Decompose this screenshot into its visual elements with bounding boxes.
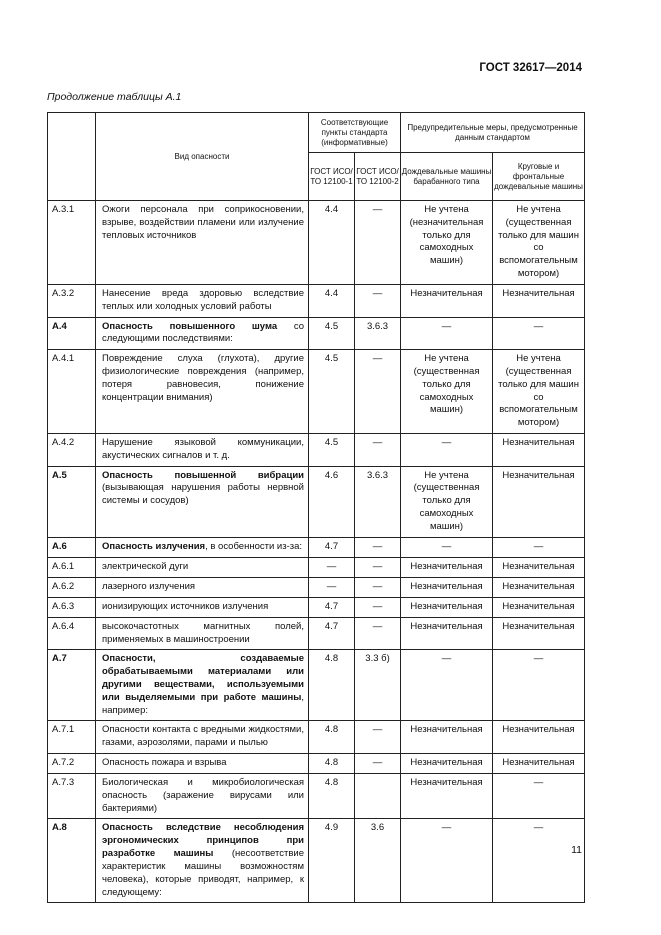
row-code: А.8: [48, 819, 96, 903]
row-description-text: лазерного излучения: [102, 580, 196, 592]
row-drum-machines: Незначительная: [401, 284, 493, 317]
row-iso-2: —: [355, 597, 401, 617]
row-code: А.7.2: [48, 754, 96, 774]
row-iso-2: —: [355, 201, 401, 285]
row-description: [96, 577, 309, 597]
header-preventive-measures: Предупредительные меры, предусмотренные данным стандартом: [401, 113, 585, 153]
header-circular-machines: Круговые и фронтальные дождевальные машины: [493, 153, 585, 201]
row-circular-machines: Незначительная: [493, 284, 585, 317]
row-iso-2: —: [355, 557, 401, 577]
row-circular-machines: Незначительная: [493, 754, 585, 774]
header-iso-1: ГОСТ ИСО/ТО 12100-1: [309, 153, 355, 201]
row-code: А.7: [48, 650, 96, 721]
row-drum-machines: Не учтена (существенная только для самоходных машин): [401, 350, 493, 434]
row-description-text: высокочастотных магнитных полей, применяемых в машиностроении: [102, 620, 304, 645]
row-drum-machines: Незначительная: [401, 557, 493, 577]
row-code: А.7.1: [48, 721, 96, 754]
row-code: А.6.2: [48, 577, 96, 597]
row-iso-2: —: [355, 434, 401, 467]
row-description-bold: Опасность вследствие несоблюдения эргономических принципов при разработке машины: [102, 822, 304, 860]
row-drum-machines: Не учтена (существенная только для самоходных машин): [401, 466, 493, 537]
row-drum-machines: Незначительная: [401, 721, 493, 754]
table-row: [48, 774, 585, 819]
row-iso-2: 3.6.3: [355, 317, 401, 350]
row-iso-1: 4.4: [309, 284, 355, 317]
row-circular-machines: Не учтена (существенная только для машин со вспомогательным мотором): [493, 350, 585, 434]
table-row: [48, 434, 585, 467]
row-drum-machines: Незначительная: [401, 617, 493, 650]
row-drum-machines: —: [401, 650, 493, 721]
row-circular-machines: Незначительная: [493, 617, 585, 650]
row-description: [96, 350, 309, 434]
row-iso-1: 4.5: [309, 434, 355, 467]
row-description-bold: Опасность излучения: [102, 540, 206, 552]
row-description: [96, 774, 309, 819]
row-iso-2: —: [355, 617, 401, 650]
row-description-text: Ожоги персонала при соприкосновении, взрыве, воздействии пламени или излучение тепловых источников: [102, 204, 304, 241]
row-description-text: , например:: [102, 691, 304, 716]
row-circular-machines: —: [493, 774, 585, 819]
table-row: [48, 201, 585, 285]
row-iso-2: 3.6.3: [355, 466, 401, 537]
table-row: [48, 557, 585, 577]
row-drum-machines: Незначительная: [401, 597, 493, 617]
row-description-text: (вызывающая нарушения работы нервной системы и сосудов): [102, 482, 304, 507]
row-description: [96, 754, 309, 774]
table-row: [48, 754, 585, 774]
row-description: [96, 597, 309, 617]
header-code-cell: [48, 113, 96, 201]
row-drum-machines: Незначительная: [401, 754, 493, 774]
row-description-bold: Опасность повышенного шума: [102, 320, 278, 332]
row-description-text: (несоответствие характеристик машины возможностям человека), которые приводят, например, к следующему:: [102, 848, 304, 898]
row-code: А.6.4: [48, 617, 96, 650]
table-row: [48, 819, 585, 903]
row-code: А.4: [48, 317, 96, 350]
row-code: А.4.1: [48, 350, 96, 434]
row-iso-2: —: [355, 577, 401, 597]
row-circular-machines: Незначительная: [493, 557, 585, 577]
row-drum-machines: Незначительная: [401, 774, 493, 819]
row-iso-1: 4.7: [309, 537, 355, 557]
row-iso-2: —: [355, 350, 401, 434]
row-description: [96, 721, 309, 754]
row-description: [96, 819, 309, 903]
row-drum-machines: Не учтена (незначительная только для самоходных машин): [401, 201, 493, 285]
row-code: А.3.1: [48, 201, 96, 285]
row-description: [96, 434, 309, 467]
row-iso-1: 4.8: [309, 754, 355, 774]
row-circular-machines: Незначительная: [493, 721, 585, 754]
row-code: А.6: [48, 537, 96, 557]
header-hazard-type: Вид опасности: [96, 113, 309, 201]
header-corresponding-clauses: Соответствующие пункты стандарта (информативные): [309, 113, 401, 153]
row-iso-2: —: [355, 537, 401, 557]
table-row: [48, 466, 585, 537]
row-description-text: со следующими последствиями:: [102, 320, 304, 345]
row-description-bold: Опасность повышенной вибрации: [102, 469, 304, 481]
row-iso-1: 4.8: [309, 721, 355, 754]
hazard-table: [47, 112, 585, 903]
row-iso-1: 4.4: [309, 201, 355, 285]
table-row: [48, 284, 585, 317]
row-iso-1: 4.8: [309, 650, 355, 721]
row-drum-machines: —: [401, 819, 493, 903]
row-code: А.6.1: [48, 557, 96, 577]
row-iso-1: 4.5: [309, 317, 355, 350]
row-iso-1: —: [309, 577, 355, 597]
table-row: [48, 721, 585, 754]
row-circular-machines: —: [493, 650, 585, 721]
row-circular-machines: Незначительная: [493, 597, 585, 617]
row-description: [96, 466, 309, 537]
row-iso-2: 3.6: [355, 819, 401, 903]
row-iso-1: 4.5: [309, 350, 355, 434]
row-iso-1: 4.8: [309, 774, 355, 819]
row-circular-machines: —: [493, 537, 585, 557]
row-code: А.5: [48, 466, 96, 537]
table-row: [48, 317, 585, 350]
row-description-text: Повреждение слуха (глухота), другие физиологические повреждения (например, потеря равновесия, понижение концентрации внимания): [102, 353, 304, 403]
row-description-text: Нарушение языковой коммуникации, акустических сигналов и т. д.: [102, 437, 304, 461]
row-circular-machines: Незначительная: [493, 466, 585, 537]
row-iso-2: 3.3 б): [355, 650, 401, 721]
row-description: [96, 650, 309, 721]
table-row: [48, 650, 585, 721]
table-row: [48, 537, 585, 557]
row-description: [96, 617, 309, 650]
row-description-text: Опасность пожара и взрыва: [102, 757, 227, 768]
page-number: 11: [571, 844, 582, 856]
row-code: А.3.2: [48, 284, 96, 317]
row-iso-1: —: [309, 557, 355, 577]
row-iso-1: 4.6: [309, 466, 355, 537]
row-drum-machines: —: [401, 317, 493, 350]
row-circular-machines: Незначительная: [493, 577, 585, 597]
table-row: [48, 577, 585, 597]
row-iso-2: —: [355, 754, 401, 774]
row-iso-2: [355, 774, 401, 819]
table-row: [48, 350, 585, 434]
row-drum-machines: —: [401, 434, 493, 467]
row-code: А.7.3: [48, 774, 96, 819]
header-iso-2: ГОСТ ИСО/ТО 12100-2: [355, 153, 401, 201]
row-description-bold: Опасности, создаваемые обрабатываемыми материалами или другими веществами, используемыми или выделяемыми при работе машины: [102, 653, 304, 703]
row-circular-machines: —: [493, 819, 585, 903]
row-circular-machines: Не учтена (существенная только для машин со вспомогательным мотором): [493, 201, 585, 285]
row-description: [96, 557, 309, 577]
row-description: [96, 537, 309, 557]
row-code: А.4.2: [48, 434, 96, 467]
row-iso-1: 4.7: [309, 617, 355, 650]
document-code: ГОСТ 32617—2014: [479, 62, 582, 74]
row-description-text: электрической дуги: [102, 560, 189, 572]
row-drum-machines: —: [401, 537, 493, 557]
row-iso-2: —: [355, 721, 401, 754]
row-description: [96, 284, 309, 317]
row-description-text: , в особенности из-за:: [205, 540, 303, 552]
row-drum-machines: Незначительная: [401, 577, 493, 597]
row-circular-machines: —: [493, 317, 585, 350]
row-circular-machines: Незначительная: [493, 434, 585, 467]
row-description-text: Нанесение вреда здоровью вследствие теплых или холодных условий работы: [102, 287, 304, 312]
table-caption: Продолжение таблицы А.1: [47, 91, 182, 103]
header-drum-machines: Дождевальные машины барабанного типа: [401, 153, 493, 201]
row-code: А.6.3: [48, 597, 96, 617]
row-description-text: Биологическая и микробиологическая опасность (заражение вирусами или бактериями): [102, 777, 304, 814]
row-iso-1: 4.9: [309, 819, 355, 903]
row-description: [96, 317, 309, 350]
row-description-text: ионизирующих источников излучения: [102, 600, 269, 612]
row-description: [96, 201, 309, 285]
row-description-text: Опасности контакта с вредными жидкостями, газами, аэрозолями, парами и пылью: [102, 724, 304, 749]
table-row: [48, 617, 585, 650]
row-iso-2: —: [355, 284, 401, 317]
row-iso-1: 4.7: [309, 597, 355, 617]
table-row: [48, 597, 585, 617]
